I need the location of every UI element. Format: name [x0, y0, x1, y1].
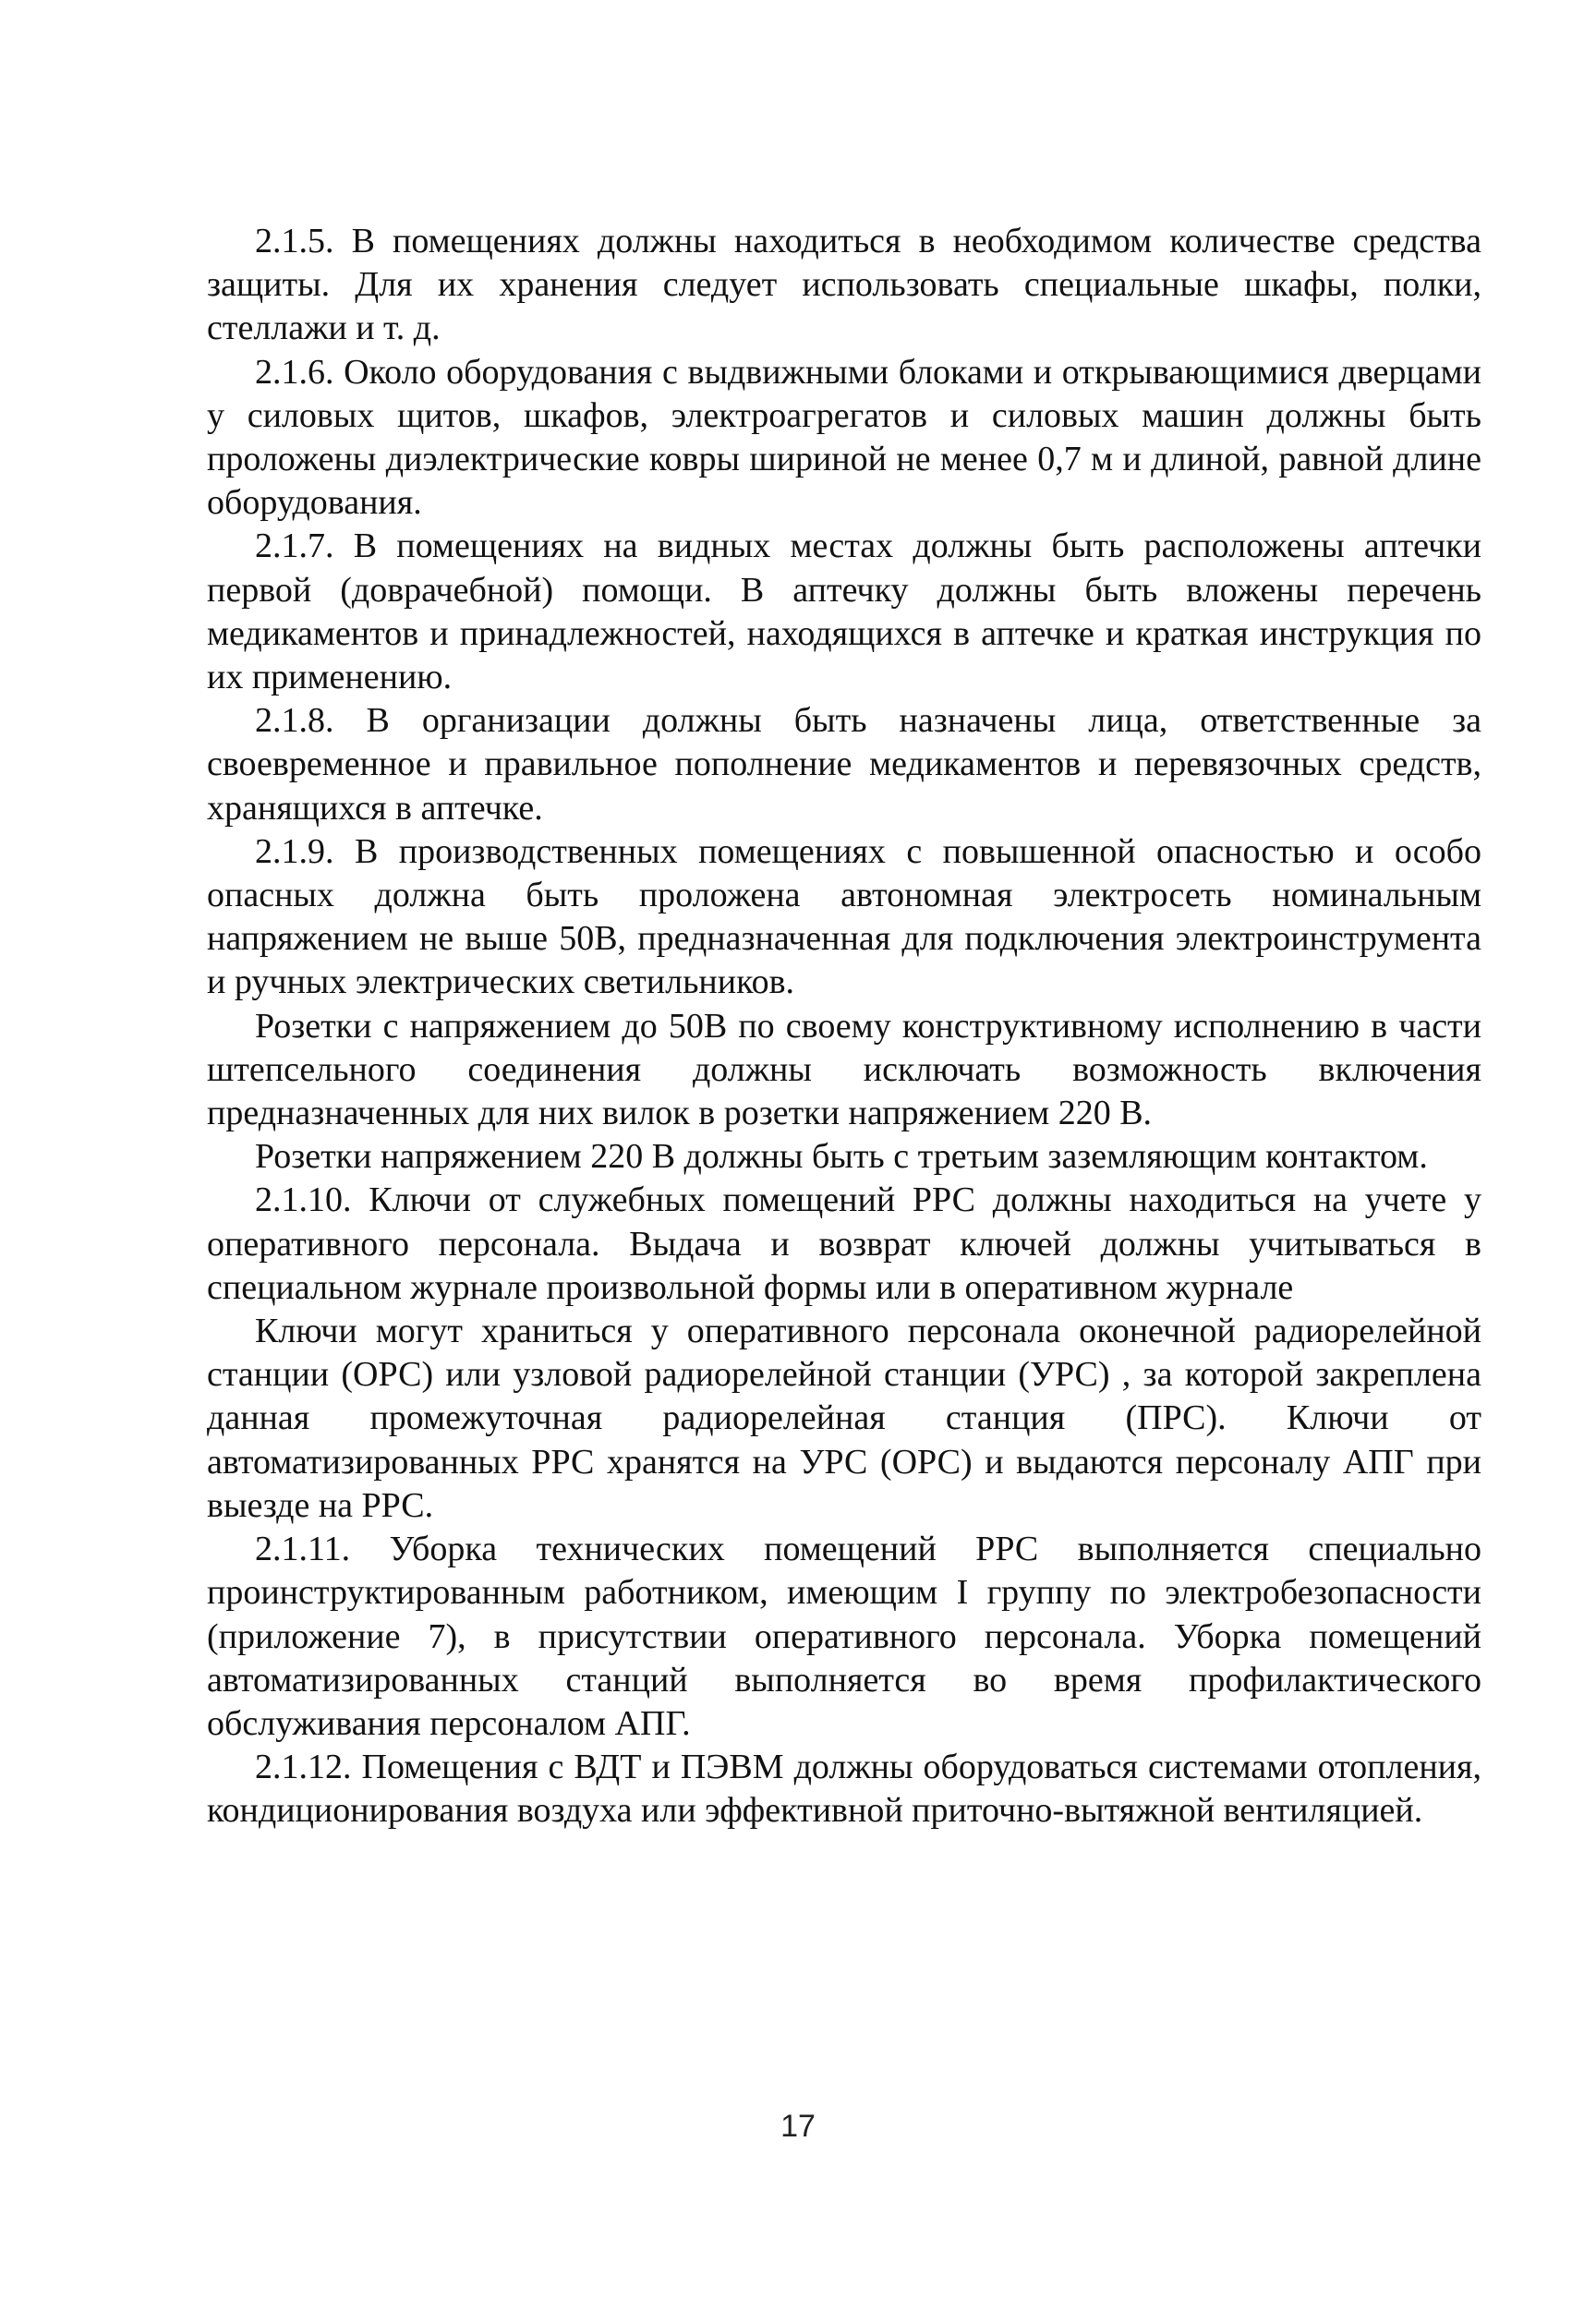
- paragraph-2-1-5: 2.1.5. В помещениях должны находиться в необходимом количестве средства защиты. Для их хранения следует использовать специальные шкафы, полки, стеллажи и т. д.: [207, 222, 1481, 348]
- paragraph-sockets-220v: Розетки напряжением 220 В должны быть с третьим заземляющим контактом.: [255, 1137, 1428, 1177]
- paragraph-2-1-12: 2.1.12. Помещения с ВДТ и ПЭВМ должны оборудоваться системами отопления, кондиционирования воздуха или эффективной приточно-вытяжной вентиляцией.: [207, 1748, 1481, 1831]
- paragraph-keys-storage: Ключи могут храниться у оперативного персонала оконечной радиорелейной станции (ОРС) или узловой радиорелейной станции (УРС) , за которой закреплена данная промежуточная радиорелейная станция (ПРС). Ключи от автоматизированных РРС хранятся на УРС (ОРС) и выдаются персоналу АПГ при выезде на РРС.: [207, 1312, 1481, 1525]
- paragraph-2-1-9: 2.1.9. В производственных помещениях с повышенной опасностью и особо опасных должна быть проложена автономная электросеть номинальным напряжением не выше 50В, предназначенная для подключения электроинструмента и ручных электрических светильников.: [207, 831, 1481, 1002]
- paragraph-2-1-7: 2.1.7. В помещениях на видных местах должны быть расположены аптечки первой (доврачебной) помощи. В аптечку должны быть вложены перечень медикаментов и принадлежностей, находящихся в аптечке и краткая инструкция по их применению.: [207, 526, 1481, 697]
- paragraph-2-1-11: 2.1.11. Уборка технических помещений РРС выполняется специально проинструктированным работником, имеющим I группу по электробезопасности (приложение 7), в присутствии оперативного персонала. Уборка помещений автоматизированных станций выполняется во время профилактического обслуживания персоналом АПГ.: [207, 1530, 1481, 1743]
- page-number: 17: [780, 2109, 816, 2144]
- paragraph-2-1-10: 2.1.10. Ключи от служебных помещений РРС должны находиться на учете у оперативного персонала. Выдача и возврат ключей должны учитываться в специальном журнале произвольной формы или в оперативном журнале: [207, 1180, 1481, 1307]
- paragraph-sockets-50v: Розетки с напряжением до 50В по своему конструктивному исполнению в части штепсельного соединения должны исключать возможность включения предназначенных для них вилок в розетки напряжением 220 В.: [207, 1006, 1481, 1133]
- body-text: [207, 220, 1481, 1833]
- paragraph-2-1-6: 2.1.6. Около оборудования с выдвижными блоками и открывающимися дверцами у силовых щитов, шкафов, электроагрегатов и силовых машин должны быть проложены диэлектрические ковры шириной не менее 0,7 м и длиной, равной длине оборудования.: [207, 352, 1481, 523]
- paragraph-2-1-8: 2.1.8. В организации должны быть назначены лица, ответственные за своевременное и правильное пополнение медикаментов и перевязочных средств, хранящихся в аптечке.: [207, 701, 1481, 828]
